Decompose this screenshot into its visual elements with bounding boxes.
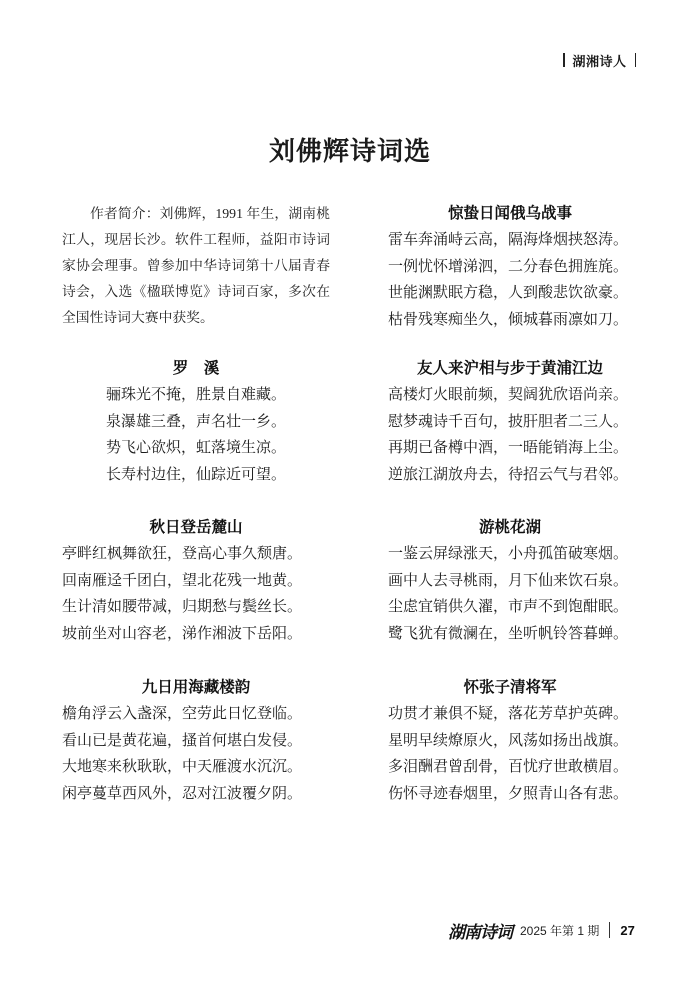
- poem-title: 秋日登岳麓山: [149, 519, 243, 536]
- poem-line: 星明早续燎原火，风荡如扬出战旗。: [388, 732, 629, 749]
- page-footer: [448, 919, 635, 941]
- magazine-logo: 湖南诗词: [448, 922, 512, 943]
- poem-block: [388, 201, 632, 333]
- poem-line: 看山已是黄花遍，搔首何堪白发侵。: [62, 732, 303, 749]
- poem-line: 势飞心欲炽，虹落境生凉。: [105, 440, 286, 457]
- poem-block: [62, 356, 330, 488]
- section-label: 湖湘诗人: [572, 53, 627, 69]
- poem-line: 闲亭蔓草西风外，忍对江波覆夕阴。: [62, 785, 303, 802]
- author-intro-line: 全国性诗词大赛中获奖。: [62, 310, 214, 325]
- author-intro-line: 作者简介：刘佛辉，1991 年生，湖南桃: [90, 206, 330, 221]
- poem-title: 罗 溪: [172, 360, 220, 377]
- right-column: [388, 0, 635, 989]
- poem-line: 多泪酬君曾刮骨，百忧疗世敢横眉。: [388, 759, 629, 776]
- poem-block: [62, 515, 330, 647]
- poem-line: 再期已备樽中酒，一晤能销海上尘。: [388, 440, 629, 457]
- section-bar-right: [635, 53, 637, 67]
- poem-line: 功贯才兼俱不疑，落花芳草护英碑。: [388, 706, 629, 723]
- issue-label: 2025 年第 1 期: [520, 923, 600, 938]
- poem-line: 枯骨残寒痴坐久，倾城暮雨凛如刀。: [388, 311, 629, 328]
- poem-title: 九日用海藏楼韵: [141, 679, 251, 696]
- poem-title: 友人来沪相与步于黄浦江边: [416, 360, 603, 377]
- left-column: [62, 0, 330, 989]
- author-intro-line: 江人，现居长沙。软件工程师，益阳市诗词: [62, 232, 330, 247]
- footer-divider: [609, 922, 610, 938]
- poem-line: 生计清如腰带减，归期愁与鬓丝长。: [62, 599, 303, 616]
- poem-block: [388, 356, 632, 488]
- page-title: 刘佛辉诗词选: [268, 137, 431, 166]
- poem-line: 大地寒来秋耿耿，中天雁渡水沉沉。: [62, 759, 303, 776]
- author-intro: [62, 201, 330, 331]
- poem-line: 坡前坐对山容老，涕作湘波下岳阳。: [62, 625, 303, 642]
- poem-line: 长寿村边住，仙踪近可望。: [105, 466, 286, 483]
- author-intro-line: 家协会理事。曾参加中华诗词第十八届青春: [62, 258, 330, 273]
- poem-line: 伤怀寻迹春烟里，夕照青山各有悲。: [388, 785, 629, 802]
- poem-block: [388, 675, 632, 807]
- poem-block: [62, 675, 330, 807]
- poem-line: 泉瀑雄三叠，声名壮一乡。: [105, 413, 286, 430]
- poem-line: 骊珠光不掩，胜景自难藏。: [105, 387, 286, 404]
- poem-line: 回南雁迳千团白，望北花残一地黄。: [62, 572, 303, 589]
- author-intro-line: 诗会，入选《楹联博览》诗词百家，多次在: [62, 284, 330, 299]
- poem-line: 鹭飞犹有微澜在，坐听帆铃答暮蝉。: [388, 625, 629, 642]
- poem-title: 怀张子清将军: [463, 679, 557, 696]
- poem-line: 一鉴云屏绿涨天，小舟孤笛破寒烟。: [388, 546, 629, 563]
- poem-block: [388, 515, 632, 647]
- poem-line: 雷车奔涌峙云高，隔海烽烟挟怒涛。: [388, 232, 629, 249]
- poem-line: 慰梦魂诗千百句，披肝胆者二三人。: [388, 413, 629, 430]
- poem-title: 游桃花湖: [478, 519, 541, 536]
- poem-line: 一例忧怀增涕泗，二分春色拥旌旄。: [388, 258, 629, 275]
- poem-line: 尘虑宜销供久濯，市声不到饱酣眠。: [388, 599, 629, 616]
- poem-line: 亭畔红枫舞欲狂，登高心事久颓唐。: [62, 546, 303, 563]
- poem-line: 世能渊默眠方稳，人到酸悲饮欲豪。: [388, 285, 629, 302]
- page-number: 27: [620, 922, 635, 938]
- poem-line: 高楼灯火眼前频，契阔犹欣语尚亲。: [388, 387, 629, 404]
- poem-line: 檐角浮云入盏深，空劳此日忆登临。: [62, 706, 303, 723]
- poem-line: 画中人去寻桃雨，月下仙来饮石泉。: [388, 572, 629, 589]
- poem-line: 逆旅江湖放舟去，待招云气与君邻。: [388, 466, 629, 483]
- poem-title: 惊蛰日闻俄乌战事: [447, 205, 572, 222]
